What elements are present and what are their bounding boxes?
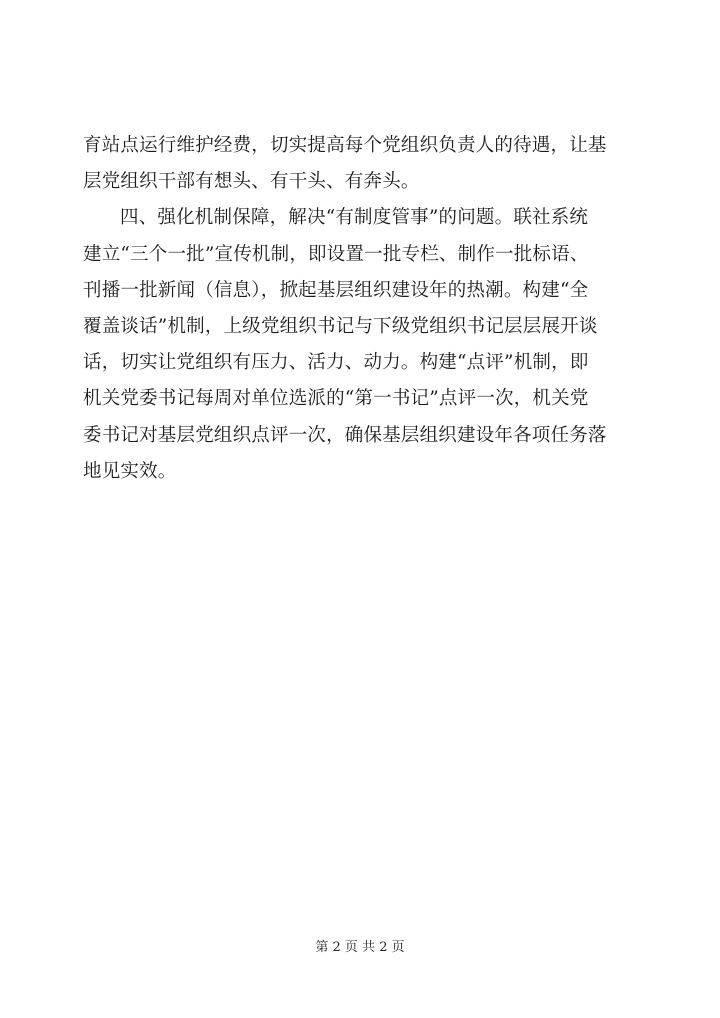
text-line: 机关党委书记每周对单位选派的“第一书记”点评一次，机关党 (83, 388, 589, 410)
text-line: 育站点运行维护经费，切实提高每个党组织负责人的待遇，让基 (83, 135, 607, 156)
paragraph-start-line: 四、强化机制保障，解决“有制度管事”的问题。联社系统 (120, 207, 589, 229)
text-line: 委书记对基层党组织点评一次，确保基层组织建设年各项任务落 (83, 424, 607, 446)
page-footer (0, 938, 720, 958)
text-line: 刊播一批新闻（信息），掀起基层组织建设年的热潮。构建“全 (83, 279, 589, 301)
text-line: 建立“三个一批”宣传机制，即设置一批专栏、制作一批标语、 (83, 243, 589, 265)
text-line: 层党组织干部有想头、有干头、有奔头。 (83, 171, 420, 193)
page-number-label: 第 2 页 共 2 页 (315, 940, 405, 955)
body-text (83, 128, 641, 490)
text-line: 覆盖谈话”机制，上级党组织书记与下级党组织书记层层展开谈 (83, 316, 598, 338)
text-line: 话，切实让党组织有压力、活力、动力。构建“点评”机制，即 (83, 352, 589, 374)
text-line: 地见实效。 (83, 460, 177, 482)
